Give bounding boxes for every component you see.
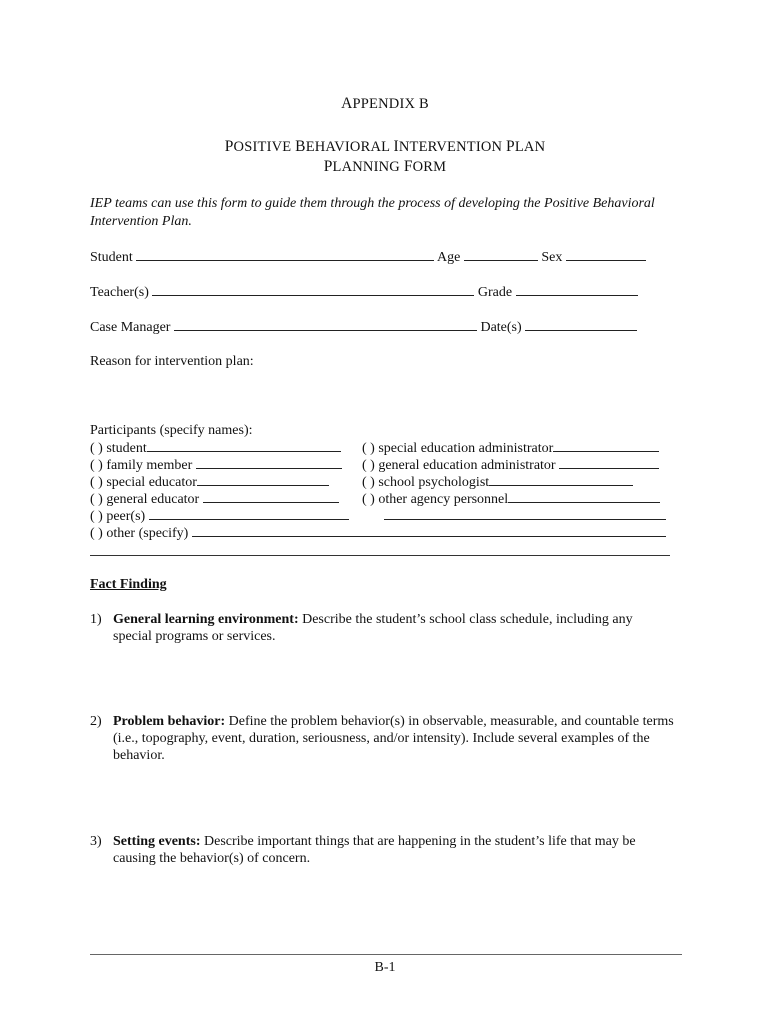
teacher-label: Teacher(s)	[90, 285, 149, 300]
participant-sped-admin[interactable]: ( ) special education administrator	[362, 439, 659, 457]
fact-item-problem-behavior: Problem behavior: Define the problem behavior(s) in observable, measurable, and countable terms (i.e., topography, event, duration, seriousness, and/or intensity). Include several examples of the behavior.	[113, 714, 674, 763]
fact-item-setting-events: Setting events: Describe important things that are happening in the student’s life that may be causing the behavior(s) of concern.	[113, 834, 636, 866]
participant-family-member[interactable]: ( ) family member	[90, 456, 342, 474]
item-number: 3)	[90, 834, 102, 849]
page-number: B-1	[374, 960, 396, 975]
participant-student[interactable]: ( ) student	[90, 439, 341, 457]
dates-label: Date(s)	[480, 320, 522, 335]
participant-general-educator[interactable]: ( ) general educator	[90, 490, 339, 508]
teacher-field[interactable]	[90, 283, 638, 301]
reason-label: Reason for intervention plan:	[90, 354, 254, 369]
item-number: 1)	[90, 612, 102, 627]
student-line[interactable]	[136, 248, 434, 261]
dates-line[interactable]	[525, 318, 637, 331]
student-label: Student	[90, 250, 133, 265]
participant-special-educator[interactable]: ( ) special educator	[90, 473, 329, 491]
participants-heading: Participants (specify names):	[90, 423, 253, 438]
fact-item-learning-environment: General learning environment: Describe the student’s school class schedule, including any special programs or services.	[113, 612, 633, 644]
intro-text: IEP teams can use this form to guide them through the process of developing the Positive Behavioral Intervention Plan.	[90, 196, 655, 229]
grade-label: Grade	[477, 285, 513, 300]
case-manager-label: Case Manager	[90, 320, 171, 335]
form-title-line1: POSITIVE BEHAVIORAL INTERVENTION PLAN	[224, 138, 546, 155]
sex-line[interactable]	[566, 248, 646, 261]
footer-rule	[90, 954, 682, 955]
participant-other[interactable]: ( ) other (specify)	[90, 524, 666, 542]
form-title-line2: PLANNING FORM	[323, 158, 447, 175]
case-manager-line[interactable]	[174, 318, 477, 331]
age-line[interactable]	[464, 248, 538, 261]
participant-gened-admin[interactable]: ( ) general education administrator	[362, 456, 659, 474]
item-number: 2)	[90, 714, 102, 729]
age-label: Age	[437, 250, 461, 265]
participant-extra-line[interactable]	[90, 555, 670, 556]
participant-blank-line[interactable]	[384, 507, 666, 525]
grade-line[interactable]	[516, 283, 638, 296]
case-manager-field[interactable]	[90, 318, 637, 336]
sex-label: Sex	[541, 250, 563, 265]
student-field[interactable]	[90, 248, 646, 266]
participant-school-psychologist[interactable]: ( ) school psychologist	[362, 473, 633, 491]
participant-peers[interactable]: ( ) peer(s)	[90, 507, 349, 525]
teacher-line[interactable]	[152, 283, 474, 296]
participant-agency-personnel[interactable]: ( ) other agency personnel	[362, 490, 660, 508]
appendix-title: APPENDIX B	[341, 95, 429, 112]
fact-finding-heading: Fact Finding	[90, 577, 167, 592]
